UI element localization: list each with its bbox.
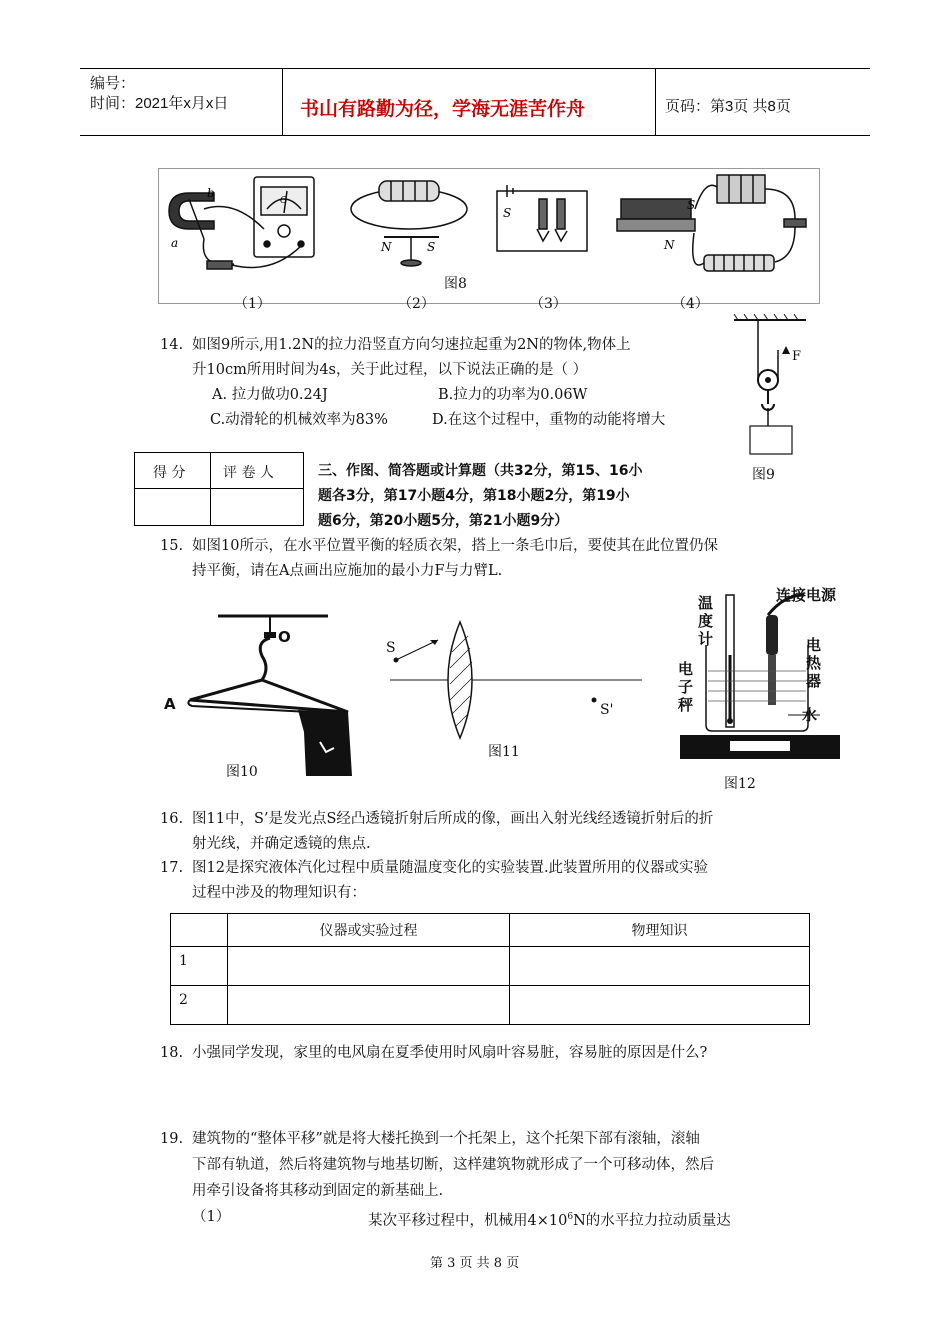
fig8-label-a: a xyxy=(171,236,179,250)
header-bottom-rule xyxy=(80,135,870,136)
table-header-cell xyxy=(171,914,228,947)
fig8-panel-label-1: （1） xyxy=(234,296,271,312)
q14-option-a: A. 拉力做功0.24J xyxy=(212,387,328,403)
q14-option-c: C.动滑轮的机械效率为83% xyxy=(210,412,388,428)
q19-sub1-post: N的水平拉力拉动质量达 xyxy=(573,1212,731,1229)
fig8-panel-1 xyxy=(169,177,314,269)
table-answer-cell[interactable] xyxy=(228,947,510,986)
figure-10 xyxy=(160,612,370,782)
fig10-label-A: A xyxy=(164,695,176,713)
fig12-water-label: 水 xyxy=(802,706,818,724)
q16-number: 16. xyxy=(160,811,184,827)
figure-8-drawing xyxy=(159,169,819,303)
q19-line2: 下部有轨道，然后将建筑物与地基切断，这样建筑物就形成了一个可移动体，然后 xyxy=(192,1157,714,1173)
fig8-label-G: G xyxy=(280,196,288,206)
section3-line1: 三、作图、简答题或计算题（共32分，第15、16小 xyxy=(318,463,643,479)
footer-page-number: 第 3 页 共 8 页 xyxy=(430,1256,520,1271)
section3-line3: 题6分，第20小题5分，第21小题9分） xyxy=(318,513,569,529)
fig9-caption: 图9 xyxy=(752,467,775,483)
fig9-force-label: F xyxy=(792,349,802,364)
header-top-rule xyxy=(80,68,870,69)
q15-number: 15. xyxy=(160,538,184,554)
q17-line1: 图12是探究液体汽化过程中质量随温度变化的实验装置.此装置所用的仪器或实验 xyxy=(192,860,709,876)
q16-line2: 射光线，并确定透镜的焦点. xyxy=(192,836,371,852)
q14-option-b: B.拉力的功率为0.06W xyxy=(438,387,588,403)
table-row-index: 1 xyxy=(171,947,228,986)
table-answer-cell[interactable] xyxy=(510,947,810,986)
q19-sub1-text xyxy=(368,1205,731,1234)
q19-sub1-number: （1） xyxy=(192,1209,231,1225)
fig8-panel-label-2: （2） xyxy=(398,296,435,312)
q15-line1: 如图10所示，在水平位置平衡的轻质衣架，搭上一条毛巾后，要使其在此位置仍保 xyxy=(192,538,718,554)
fig8-label-N2: N xyxy=(664,238,675,252)
fig8-panel-4 xyxy=(617,175,806,271)
table-answer-cell[interactable] xyxy=(228,986,510,1025)
header-page: 页码：第3页 共8页 xyxy=(665,98,791,115)
fig8-label-S1: S xyxy=(427,240,436,254)
header-divider-left xyxy=(282,68,283,135)
figure-10-drawing xyxy=(160,612,370,782)
q14-number: 14. xyxy=(160,337,184,353)
table-row-index: 2 xyxy=(171,986,228,1025)
table-answer-cell[interactable] xyxy=(510,986,810,1025)
figure-9 xyxy=(730,314,810,462)
q19-sub1-pre: 某次平移过程中，机械用4×10 xyxy=(368,1212,568,1229)
q19-sub1-exponent: 6 xyxy=(567,1212,574,1222)
fig10-label-O: O xyxy=(278,628,291,646)
section3-line2: 题各3分，第17小题4分，第18小题2分，第19小 xyxy=(318,488,630,504)
q14-line1: 如图9所示,用1.2N的拉力沿竖直方向匀速拉起重为2N的物体,物体上 xyxy=(192,337,631,353)
fig12-power-label: 连接电源 xyxy=(776,586,837,604)
header-divider-right xyxy=(655,68,656,135)
q16-line1: 图11中，S’是发光点S经凸透镜折射后所成的像，画出入射光线经透镜折射后的折 xyxy=(192,811,714,827)
fig12-thermometer-label: 温度计 xyxy=(698,594,714,648)
q19-line1: 建筑物的“整体平移”就是将大楼托换到一个托架上，这个托架下部有滚轴，滚轴 xyxy=(192,1131,700,1147)
score-box xyxy=(134,452,304,526)
fig8-label-S2: S xyxy=(503,206,512,220)
figure-11-drawing xyxy=(380,612,650,742)
figure-11 xyxy=(380,612,650,742)
score-input[interactable] xyxy=(137,491,209,523)
fig12-caption: 图12 xyxy=(724,776,756,792)
header-date: 时间：2021年x月x日 xyxy=(90,95,229,112)
header-motto: 书山有路勤为径，学海无涯苦作舟 xyxy=(300,98,586,120)
fig8-panel-label-3: （3） xyxy=(530,296,567,312)
q14-option-d: D.在这个过程中，重物的动能将增大 xyxy=(432,412,666,428)
fig8-label-b: b xyxy=(207,186,215,200)
fig8-panel-2 xyxy=(351,181,467,266)
figure-8 xyxy=(158,168,820,304)
table-header-row xyxy=(171,914,810,947)
q18-number: 18. xyxy=(160,1045,184,1061)
q19-number: 19. xyxy=(160,1131,184,1147)
score-label: 得 分 xyxy=(153,465,186,481)
fig12-scale-label: 电子秤 xyxy=(678,660,694,714)
fig11-caption: 图11 xyxy=(488,744,520,760)
fig11-label-S: S xyxy=(386,640,396,656)
fig8-label-S3: S xyxy=(687,198,696,212)
fig11-label-S-image: S' xyxy=(600,702,614,718)
fig12-water-lines xyxy=(708,671,806,701)
table-row xyxy=(171,947,810,986)
q17-number: 17. xyxy=(160,860,184,876)
q17-line2: 过程中涉及的物理知识有： xyxy=(192,885,366,901)
table-row xyxy=(171,986,810,1025)
fig10-caption: 图10 xyxy=(226,764,258,780)
fig8-panel-label-4: （4） xyxy=(672,296,709,312)
fig8-label-N1: N xyxy=(381,240,392,254)
figure-9-drawing xyxy=(730,314,810,462)
table-header-cell: 物理知识 xyxy=(510,914,810,947)
q14-line2: 升10cm所用时间为4s，关于此过程，以下说法正确的是（ ） xyxy=(192,362,588,378)
q15-line2: 持平衡，请在A点画出应施加的最小力F与力臂L. xyxy=(192,563,503,579)
table-header-cell: 仪器或实验过程 xyxy=(228,914,510,947)
fig12-heater-label: 电热器 xyxy=(806,636,822,690)
q17-table xyxy=(170,913,810,1025)
header-number: 编号： xyxy=(90,75,136,92)
grader-input[interactable] xyxy=(213,491,301,523)
q18-line1: 小强同学发现，家里的电风扇在夏季使用时风扇叶容易脏，容易脏的原因是什么? xyxy=(192,1045,708,1061)
q19-line3: 用牵引设备将其移动到固定的新基础上. xyxy=(192,1183,444,1199)
grader-label: 评 卷 人 xyxy=(223,465,274,481)
fig8-caption: 图8 xyxy=(444,276,467,292)
